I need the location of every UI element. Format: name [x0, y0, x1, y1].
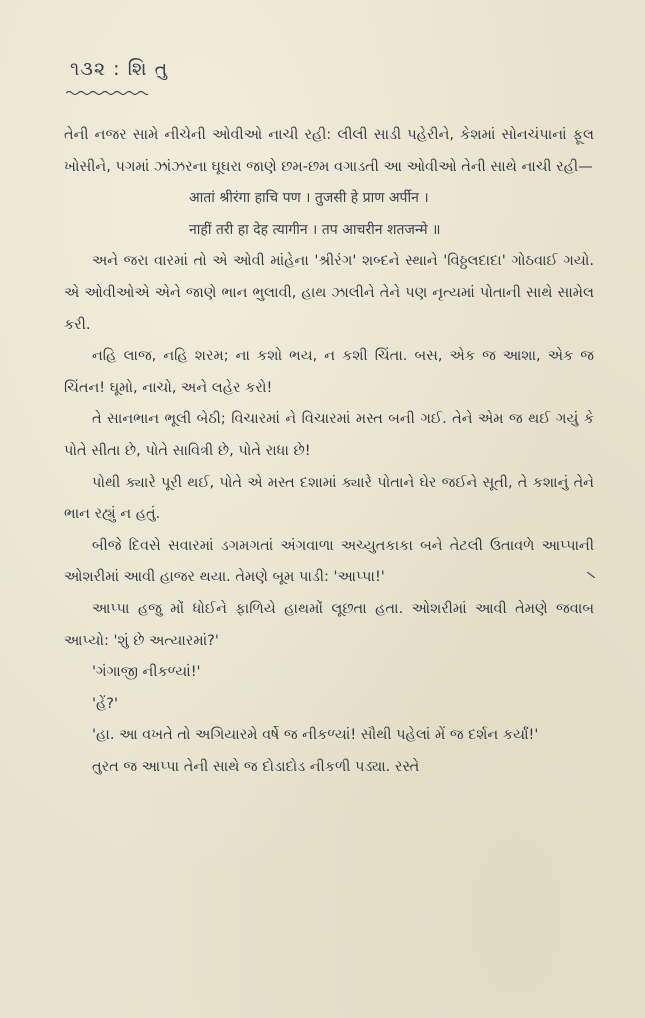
paragraph: નહિ લાજ, નહિ શરમ; ના કશો ભય, ન કશી ચિંતા. બસ, એક જ આશા, એક જ ચિંતન! ઘૂમો, નાચો, અને લહેર કરો! — [64, 348, 594, 396]
verse-line-2: नाहीं तरी हा देह त्यागीन । तप आचरीन शतजन्मे ॥ — [189, 221, 441, 238]
paragraph-continued: તુરત જ આપ્પા તેની સાથે જ દોડાદોડ નીકળી પડ્યા. રસ્તે — [92, 758, 420, 775]
paragraph: તે સાનભાન ભૂલી બેઠી; વિચારમાં ને વિચારમાં મસ્ત બની ગઈ. તેને એમ જ થઈ ગયું કે પોતે સીતા છે, પોતે સાવિત્રી છે, પોતે રાધા છે! — [64, 411, 594, 459]
dialogue-line: 'હા. આ વખતે તો અગિયારમે વર્ષે જ નીકળ્યાં! સૌથી પહેલાં મેં જ દર્શન કર્યાં!' — [92, 727, 539, 744]
paragraph: બીજે દિવસે સવારમાં ડગમગતાં અંગવાળા અચ્યુતકાકા બને તેટલી ઉતાવળે આપ્પાની ઓશરીમાં આવી હાજર થયા. તેમણે બૂમ પાડી: 'આપ્પા!' — [64, 537, 594, 586]
paragraph: પોથી ક્યારે પૂરી થઈ, પોતે એ મસ્ત દશામાં ક્યારે પોતાને ઘેર જઈને સૂતી, તે કશાનું તેને ભાન રહ્યું ન હતું. — [64, 474, 594, 523]
verse-line-1: आतां श्रीरंगा हाचि पण । तुजसी हे प्राण अर्पीन । — [189, 190, 429, 207]
paragraph: આપ્પા હજુ મોં ધોઈને ફાળિયે હાથમોં લૂછતા હતા. ઓશરીમાં આવી તેમણે જવાબ આપ્યો: 'શું છે અત્યારમાં?' — [64, 600, 594, 649]
dialogue-line: 'ગંગાજી નીકળ્યાં!' — [92, 664, 201, 681]
header-separator: : — [113, 58, 121, 80]
page-number: ૧૩૨ — [70, 58, 107, 80]
paragraph-opening: તેની નજર સામે નીચેની ઓવીઓ નાચી રહી: લીલી સાડી પહેરીને, કેશમાં સોનચંપાનાં ફૂલ ખોસીને, પગમાં ઝાંઝરના ઘૂઘરા જાણે છમ-છમ વગાડતી આ ઓવીઓ તેની સાથે નાચી રહી— — [64, 127, 595, 175]
page-header — [70, 58, 168, 80]
header-wavy-underline — [66, 90, 148, 96]
paragraph: અને જરા વારમાં તો એ ઓવી માંહેના 'શ્રીરંગ' શબ્દને સ્થાને 'વિઠ્ઠલદાદા' ગોઠવાઈ ગયો. એ ઓવીઓએ એને જાણે ભાન ભુલાવી, હાથ ઝાલીને તેને પણ નૃત્યમાં પોતાની સાથે સામેલ કરી. — [64, 253, 594, 333]
page-body — [64, 120, 594, 783]
dialogue-line: 'હેં?' — [92, 695, 118, 712]
book-title: શિ તુ — [127, 58, 169, 80]
ink-speck — [587, 572, 595, 578]
